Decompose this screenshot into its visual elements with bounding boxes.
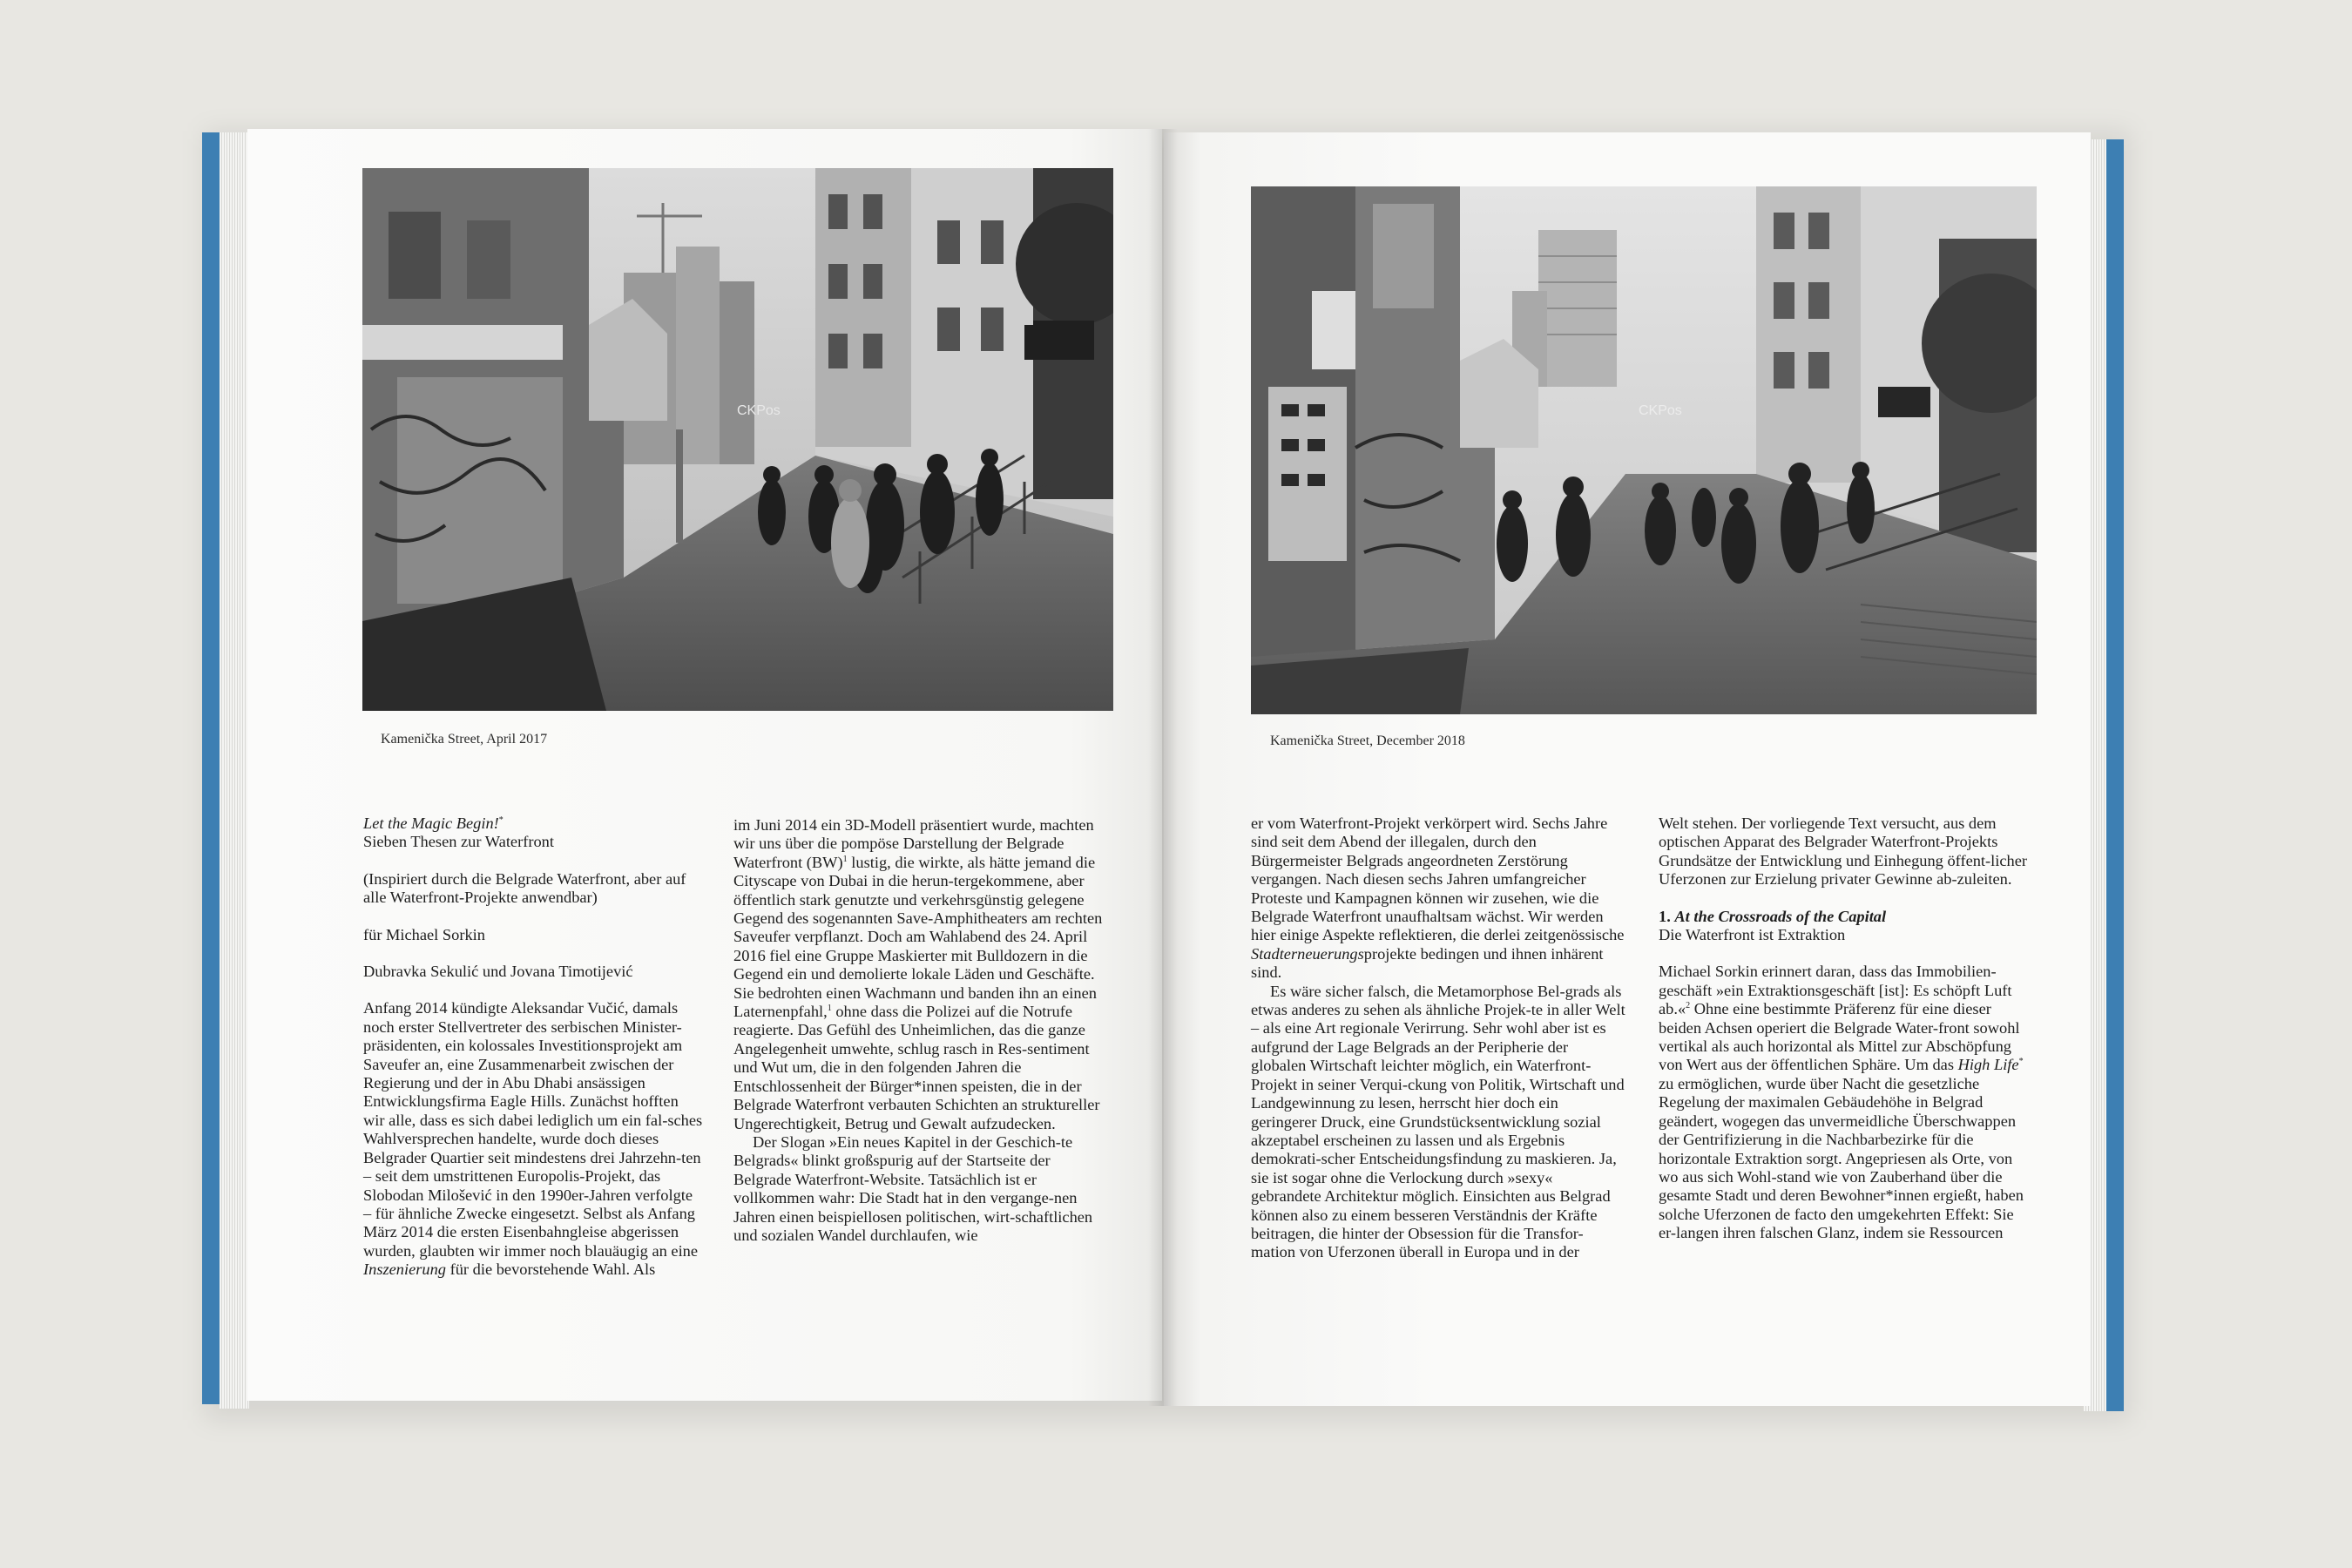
body-text: er vom Waterfront-Projekt verkörpert wird. Sechs Jahre sind seit dem Abend der illegalen, durch den Bürgermeister Belgrads angeordneten Zerstörung vergangen. Nach diesen sechs Jahren umfangreicher Proteste und Kampagnen können wir zusehen, wie die Belgrade Waterfront unaufhaltsam wächst. Wir werden hier einige Aspekte reflektieren, die derlei zeitgenössische (1251, 814, 1625, 944)
body-text: ohne dass die Polizei auf die Notrufe reagierte. Das Gefühl des Unheimlichen, das die ganze Angelegenheit umwehte, schlug rasch in Res-sentiment und Wut um, die in den folgenden Jahren die Entschlossenheit der Bürger*innen speisten, die in der Belgrade Waterfront verbauten Schichten an struktureller Ungerechtigkeit, Betrug und Gewalt aufzudecken. (733, 1003, 1100, 1132)
body-text: projekte bedingen und ihnen inhärent sind. (1251, 944, 1604, 982)
street-photo-december-2018 (1251, 186, 2037, 714)
body-italic-term: Inszenierung (363, 1260, 447, 1279)
body-paragraph-4 (1251, 814, 1625, 983)
footnote-mark: 1 (842, 854, 848, 864)
section-heading (1659, 908, 2033, 945)
essay-subtitle: Sieben Thesen zur Waterfront (363, 833, 554, 851)
body-italic-term: High Life (1957, 1056, 2019, 1074)
essay-remark: (Inspiriert durch die Belgrade Waterfront, aber auf alle Waterfront-Projekte anwendbar) (363, 869, 686, 907)
photo-caption-left: Kamenička Street, April 2017 (381, 732, 548, 747)
text-column-1 (363, 814, 703, 1298)
street-photo-right-drawing (1251, 186, 2037, 714)
book-gutter (1148, 129, 1178, 1406)
street-sign-left: CKPos (737, 403, 781, 418)
page-stack-left (220, 132, 249, 1409)
body-text: Michael Sorkin erinnert daran, dass das Immobilien-geschäft »ein Extraktionsgeschäft [ist]: Es schöpft Luft ab.« (1659, 963, 2012, 1018)
street-photo-left-drawing (362, 168, 1113, 711)
street-sign-right: CKPos (1639, 403, 1682, 418)
footnote-mark: * (2018, 1057, 2024, 1067)
title-footnote-mark: * (498, 814, 504, 825)
body-text-end: für die bevorstehende Wahl. Als (446, 1260, 656, 1279)
body-paragraph-6: Welt stehen. Der vorliegende Text versucht, aus dem optischen Apparat des Belgrader Waterfront-Projekts Grundsätze der Entwicklung und Einhegung öffent-licher Uferzonen zur Erzielung privater Gewinne ab-zuleiten. (1659, 814, 2028, 889)
text-column-4 (1659, 814, 2033, 1261)
body-text: zu ermöglichen, wurde über Nacht die gesetzliche Regelung der maximalen Gebäudehöhe in Belgrad geändert, wogegen das unvermeidliche Überschwappen der Gentrifizierung in die Nachbarbezirke für die horizontale Extraktion sorgt. Angepriesen als Orte, von wo aus sich Wohl-stand wie von Zauberhand über die gesamte Stadt und deren Bewohner*innen ergießt, haben solche Uferzonen de facto den umgekehrten Effekt: Sie er-langen ihren falschen Glanz, indem sie Ressourcen (1659, 1074, 2024, 1242)
section-number: 1. (1659, 907, 1671, 925)
footnote-mark: 1 (827, 1003, 832, 1013)
footnote-mark: 2 (1686, 1001, 1691, 1011)
essay-title: Let the Magic Begin! (363, 814, 499, 832)
body-paragraph-1 (363, 999, 703, 1279)
street-photo-april-2017 (362, 168, 1113, 711)
text-column-3 (1251, 814, 1625, 1262)
section-title: At the Crossroads of the Capital (1674, 907, 1887, 925)
photo-caption-right: Kamenička Street, December 2018 (1270, 733, 1465, 748)
body-text: Anfang 2014 kündigte Aleksandar Vučić, damals noch erster Stellvertreter des serbischen Minister-präsidenten, ein kolossales Investitionsprojekt am Saveufer an, eine Zusammenarbeit zwischen der Regierung und der in Abu Dhabi ansässigen Entwicklungsfirma Eagle Hills. Zunächst hofften wir alle, dass es sich dabei lediglich um ein fal-sches Wahlversprechen handelte, wurde doch dieses Belgrader Quartier seit mindestens drei Jahrzehn-ten – seit dem umstrittenen Europolis-Projekt, das Slobodan Milošević in den 1990er-Jahren verfolgte – für ähnliche Zwecke eingesetzt. Selbst als Anfang März 2014 die ersten Eisenbahngleise abgerissen wurden, glaubten wir immer noch blauäugig an eine (363, 999, 703, 1260)
text-column-2 (733, 816, 1108, 1245)
body-text: Ohne eine bestimmte Präferenz für eine dieser beiden Achsen operiert die Belgrade Water-front sowohl vertikal als auch horizontal als Mittel zur Abschöpfung von Wert aus der öffentlichen Sphäre. Um das (1659, 1000, 2020, 1074)
body-paragraph-7 (1659, 963, 2033, 1242)
body-paragraph-3: Der Slogan »Ein neues Kapitel in der Geschich-te Belgrads« blinkt großspurig auf der Startseite der Belgrade Waterfront-Website. Tatsächlich ist er vollkommen wahr: Die Stadt hat in den vergange-nen Jahren einen beispiellosen politischen, wirt-schaftlichen und sozialen Wandel durchlaufen, wie (733, 1132, 1093, 1244)
section-subtitle: Die Waterfront ist Extraktion (1659, 926, 1846, 944)
essay-title-block (363, 814, 703, 852)
body-text: im Juni 2014 ein 3D-Modell präsentiert wurde, machten wir uns über die pompöse Darstellung der Belgrade Waterfront (BW) (733, 816, 1094, 871)
authors: Dubravka Sekulić und Jovana Timotijević (363, 963, 633, 981)
body-italic-term: Stadterneuerungs (1251, 944, 1364, 963)
body-paragraph-5: Es wäre sicher falsch, die Metamorphose Bel-grads als etwas anderes zu sehen als ähnliche Projek-te in aller Welt – als eine Art regionale Verirrung. Sehr wohl aber ist es aufgrund der Lage Belgrads an der Peripherie der globalen Wirtschaft leichter möglich, ein Waterfront-Projekt in seiner Verqui-ckung von Politik, Wirtschaft und Landgewinnung zu lesen, herrscht hier doch ein geringerer Druck, eine Grundstücksentwicklung sozial akzeptabel erscheinen zu lassen und als Ergebnis demokrati-scher Entscheidungsfindung zu maskieren. Ja, sie ist sogar ohne die Verlockung durch »sexy« gebrandete Architektur möglich. Einsichten aus Belgrad können also zu einem besseren Verständnis der Kräfte beitragen, die hinter der Obsession für die Transfor-mation von Uferzonen überall in Europa und in der (1251, 982, 1625, 1261)
body-text: lustig, die wirkte, als hätte jemand die Cityscape von Dubai in die herun-tergekommene, aber öffentlich stark genutzte und verkehrsgünstig gelegene Gegend des sogenannten Save-Amphitheaters am rechten Saveufer verpflanzt. Doch am Wahlabend des 24. April 2016 fiel eine Gruppe Maskierter mit Bulldozern in die Gegend ein und demolierte lokale Läden und Geschäfte. Sie bedrohten einen Wachmann und banden ihn an einen Laternenpfahl, (733, 853, 1103, 1021)
body-paragraph-2 (733, 816, 1108, 1133)
dedication: für Michael Sorkin (363, 925, 485, 943)
